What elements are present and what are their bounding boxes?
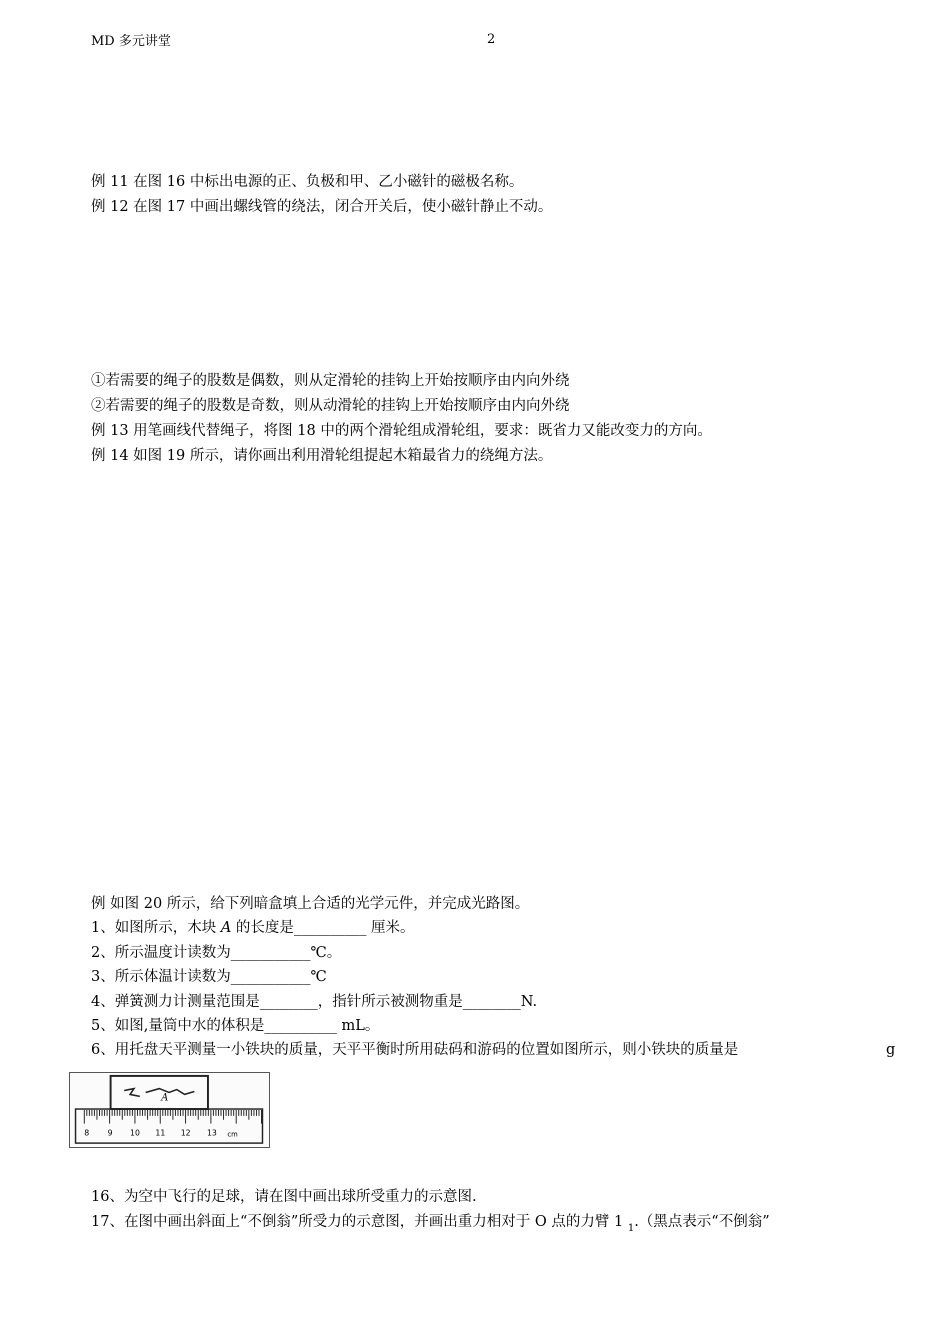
question-2: 2、所示温度计读数为___________℃。	[91, 945, 342, 961]
tick-label-12: 12	[180, 1128, 191, 1138]
tick-label-13: 13	[206, 1128, 217, 1138]
question-1-middle: 的长度是	[231, 920, 294, 936]
question-16: 16、为空中飞行的足球，请在图中画出球所受重力的示意图.	[91, 1189, 477, 1205]
example-20-text: 例 如图 20 所示，给下列暗盒填上合适的光学元件，并完成光路图。	[91, 896, 530, 912]
question-17-text: 17、在图中画出斜面上“不倒翁”所受力的示意图，并画出重力相对于 O 点的力臂 1	[91, 1214, 628, 1230]
example-11-text: 例 11 在图 16 中标出电源的正、负极和甲、乙小磁针的磁极名称。	[91, 174, 524, 190]
example-14-text: 例 14 如图 19 所示，请你画出利用滑轮组提起木箱最省力的绕绳方法。	[91, 448, 553, 464]
question-17-subscript: 1	[627, 1223, 635, 1234]
example-13-text: 例 13 用笔画线代替绳子，将图 18 中的两个滑轮组成滑轮组，要求：既省力又能改变力的方向。	[91, 423, 712, 439]
question-17-tail: .（黑点表示“不倒翁”	[634, 1214, 770, 1230]
tick-label-8: 8	[84, 1128, 90, 1138]
question-1-block-label: A	[220, 920, 232, 936]
wood-block-sketch	[124, 1089, 194, 1097]
question-1	[91, 919, 415, 937]
tick-label-10: 10	[130, 1128, 140, 1138]
pulley-rule-1: ①若需要的绳子的股数是偶数，则从定滑轮的挂钩上开始按顺序由内向外绕	[91, 373, 570, 389]
question-1-prefix: 1、如图所示，木块	[91, 920, 221, 936]
wood-block-label: A	[161, 1092, 169, 1104]
question-17	[91, 1213, 770, 1233]
pulley-rule-2: ②若需要的绳子的股数是奇数，则从动滑轮的挂钩上开始按顺序由内向外绕	[91, 398, 570, 414]
ruler-figure	[69, 1072, 270, 1148]
header-brand: MD 多元讲堂	[91, 34, 171, 49]
example-12-text: 例 12 在图 17 中画出螺线管的绕法，闭合开关后，使小磁针静止不动。	[91, 199, 553, 215]
question-5: 5、如图,量筒中水的体积是__________ mL。	[91, 1018, 380, 1034]
page-number: 2	[487, 32, 496, 47]
ruler-unit-label: cm	[227, 1130, 238, 1139]
ruler-illustration	[70, 1073, 269, 1147]
question-6-unit: g	[886, 1042, 896, 1058]
question-1-suffix: 厘米。	[366, 920, 415, 936]
question-6: 6、用托盘天平测量一小铁块的质量，天平平衡时所用砝码和游码的位置如图所示，则小铁块的质量是	[91, 1042, 739, 1058]
question-3: 3、所示体温计读数为___________℃	[91, 969, 327, 985]
tick-label-9: 9	[107, 1128, 113, 1138]
question-1-blank: __________	[293, 920, 367, 936]
tick-label-11: 11	[155, 1128, 166, 1138]
question-4: 4、弹簧测力计测量范围是________，指针所示被测物重是________N.	[91, 994, 538, 1010]
